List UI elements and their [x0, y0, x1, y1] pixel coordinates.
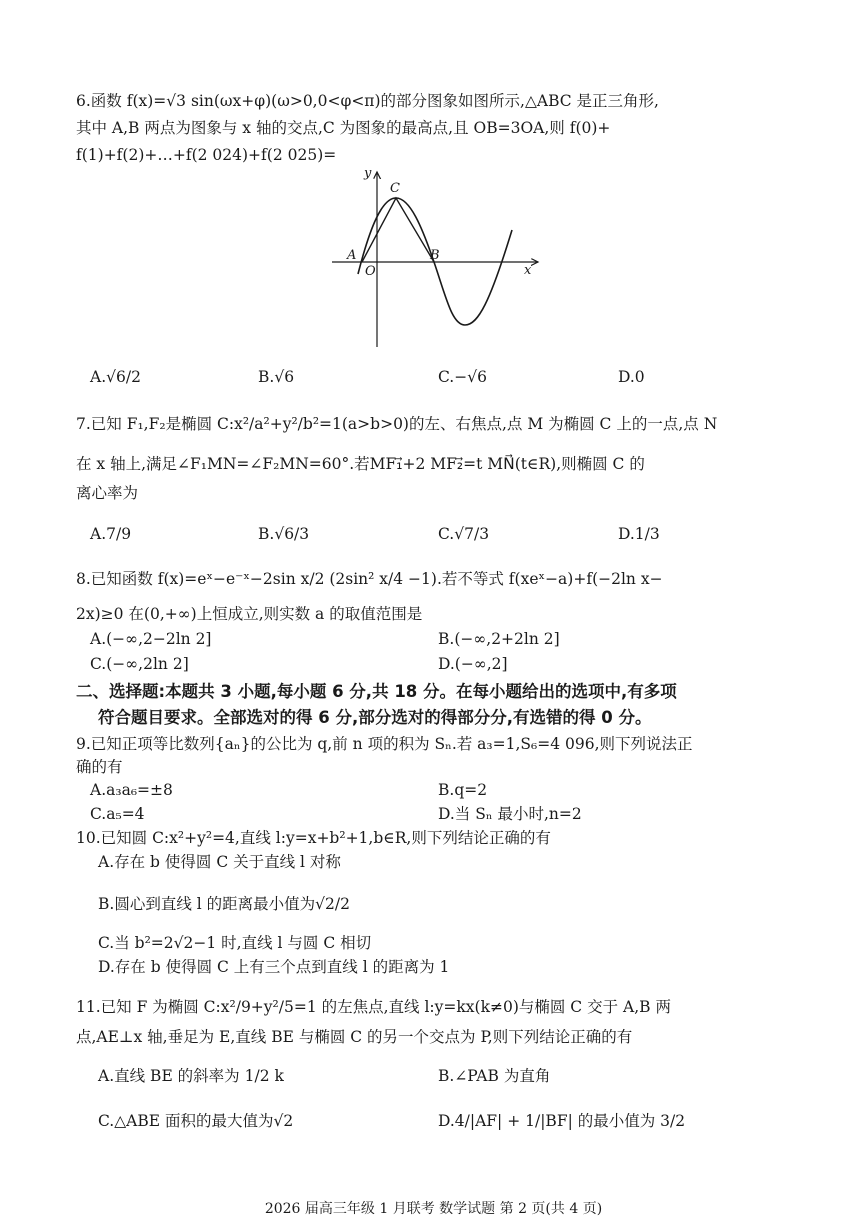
q8-line-2: 2x)≥0 在(0,+∞)上恒成立,则实数 a 的取值范围是	[76, 605, 423, 623]
q6-option-d: D.0	[618, 368, 645, 386]
q10-option-b: B.圆心到直线 l 的距离最小值为√2/2	[98, 895, 350, 913]
q11-line-1: 11.已知 F 为椭圆 C:x²/9+y²/5=1 的左焦点,直线 l:y=kx(k≠0)与椭圆 C 交于 A,B 两	[76, 998, 671, 1016]
q9-option-a: A.a₃a₆=±8	[90, 781, 173, 799]
q7-option-a: A.7/9	[90, 525, 132, 543]
label-x: x	[524, 263, 532, 278]
q9-option-b: B.q=2	[438, 781, 488, 799]
q10-option-d: D.存在 b 使得圆 C 上有三个点到直线 l 的距离为 1	[98, 958, 450, 976]
triangle-abc	[362, 198, 434, 262]
label-c: C	[390, 181, 400, 196]
q7-option-c: C.√7/3	[438, 525, 490, 543]
q10-line-1: 10.已知圆 C:x²+y²=4,直线 l:y=x+b²+1,b∈R,则下列结论正确的有	[76, 829, 551, 847]
q9-line-2: 确的有	[76, 758, 123, 776]
q6-line-2: 其中 A,B 两点为图象与 x 轴的交点,C 为图象的最高点,且 OB=3OA,则 f(0)+	[76, 119, 611, 137]
q8-option-c: C.(−∞,2ln 2]	[90, 655, 189, 673]
q8-option-d: D.(−∞,2]	[438, 655, 508, 673]
page-footer: 2026 届高三年级 1 月联考 数学试题 第 2 页(共 4 页)	[264, 1201, 603, 1217]
q9-option-c: C.a₅=4	[90, 805, 145, 823]
q11-option-b: B.∠PAB 为直角	[438, 1067, 551, 1085]
q11-option-a: A.直线 BE 的斜率为 1/2 k	[98, 1067, 284, 1085]
q10-option-c: C.当 b²=2√2−1 时,直线 l 与圆 C 相切	[98, 934, 372, 952]
q8-option-b: B.(−∞,2+2ln 2]	[438, 630, 560, 648]
q6-option-a: A.√6/2	[90, 368, 141, 386]
q6-line-3: f(1)+f(2)+…+f(2 024)+f(2 025)=	[76, 146, 337, 164]
q11-option-d: D.4/|AF| + 1/|BF| 的最小值为 3/2	[438, 1112, 686, 1130]
section-2-heading-line-2: 符合题目要求。全部选对的得 6 分,部分选对的得部分分,有选错的得 0 分。	[98, 708, 652, 727]
q6-option-c: C.−√6	[438, 368, 487, 386]
q10-option-a: A.存在 b 使得圆 C 关于直线 l 对称	[98, 853, 341, 871]
q8-line-1: 8.已知函数 f(x)=eˣ−e⁻ˣ−2sin x/2 (2sin² x/4 −1).若不等式 f(xeˣ−a)+f(−2ln x−	[76, 570, 663, 588]
q9-line-1: 9.已知正项等比数列{aₙ}的公比为 q,前 n 项的积为 Sₙ.若 a₃=1,S₆=4 096,则下列说法正	[76, 735, 693, 753]
q7-option-d: D.1/3	[618, 525, 660, 543]
label-y: y	[364, 166, 372, 181]
q9-option-d: D.当 Sₙ 最小时,n=2	[438, 805, 582, 823]
q7-option-b: B.√6/3	[258, 525, 310, 543]
section-2-heading-line-1: 二、选择题:本题共 3 小题,每小题 6 分,共 18 分。在每小题给出的选项中,有多项	[76, 682, 677, 701]
q8-option-a: A.(−∞,2−2ln 2]	[90, 630, 212, 648]
q7-line-1: 7.已知 F₁,F₂是椭圆 C:x²/a²+y²/b²=1(a>b>0)的左、右焦点,点 M 为椭圆 C 上的一点,点 N	[76, 415, 718, 433]
q11-option-c: C.△ABE 面积的最大值为√2	[98, 1112, 294, 1130]
label-o: O	[365, 264, 376, 279]
q7-line-2: 在 x 轴上,满足∠F₁MN=∠F₂MN=60°.若MF₁⃗+2 MF₂⃗=t MN⃗(t∈R),则椭圆 C 的	[76, 455, 645, 473]
q6-option-b: B.√6	[258, 368, 295, 386]
q7-line-3: 离心率为	[76, 484, 139, 502]
label-a: A	[347, 248, 357, 263]
label-b: B	[430, 248, 440, 263]
q11-line-2: 点,AE⊥x 轴,垂足为 E,直线 BE 与椭圆 C 的另一个交点为 P,则下列结论正确的有	[76, 1028, 633, 1046]
q6-sine-graph	[320, 162, 550, 352]
q6-line-1: 6.函数 f(x)=√3 sin(ωx+φ)(ω>0,0<φ<π)的部分图象如图所示,△ABC 是正三角形,	[76, 92, 659, 110]
